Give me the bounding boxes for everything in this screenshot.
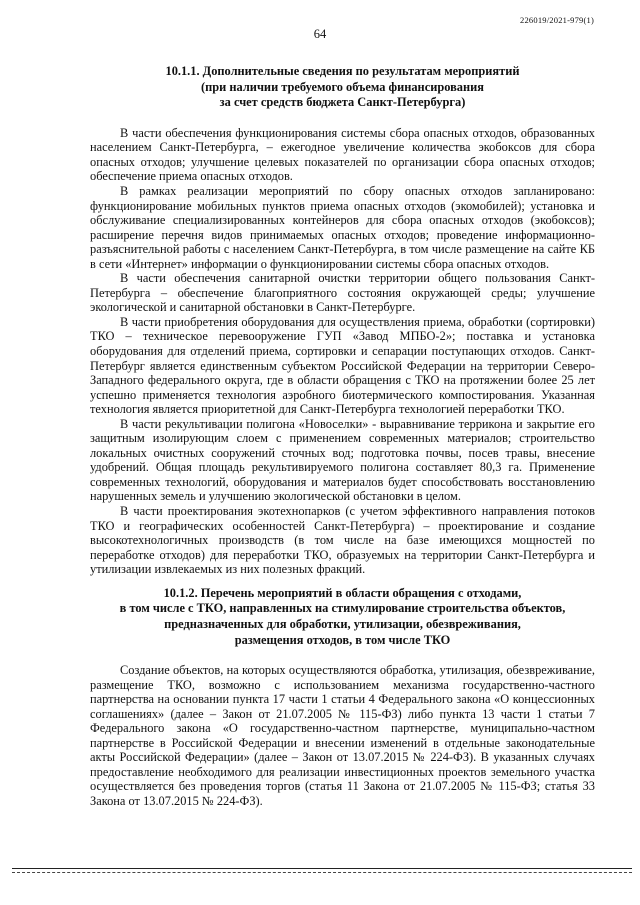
page-number: 64 — [313, 27, 327, 41]
paragraph: В части обеспечения санитарной очистки территории общего пользования Санкт-Петербурга – обеспечение благоприятного состояния окружающей среды; улучшение экологической и санитарной обстановки в Санкт-Петербурге. — [90, 271, 595, 315]
footer-rule — [12, 868, 632, 878]
heading-line: 10.1.2. Перечень мероприятий в области обращения с отходами, — [163, 585, 522, 600]
paragraph: В части проектирования экотехнопарков (с учетом эффективного направления потоков ТКО и географических особенностей Санкт-Петербурга) – проектирование и создание высокотехнологичных производств (в том числе на базе имеющихся мощностей по переработке отходов) для переработки ТКО, образуемых на территории Санкт-Петербурга и утилизации извлекаемых из них полезных фракций. — [90, 504, 595, 577]
heading-line: в том числе с ТКО, направленных на стимулирование строительства объектов, — [119, 601, 566, 616]
document-body — [90, 64, 595, 809]
paragraph: В части рекультивации полигона «Новоселки» - выравнивание терриконa и закрытие его защитным изолирующим слоем с применением современных материалов; строительство локальных очистных сооружений сточных вод; подготовка почвы, посев травы, внесение удобрений. Общая площадь рекультивируемого полигона составляет 80,3 га. Применение современных технологий, оборудования и материалов будет способствовать восстановлению нарушенных земель и улучшению экологической обстановки в целом. — [90, 416, 595, 504]
heading-line: за счет средств бюджета Санкт-Петербурга) — [219, 95, 466, 110]
document-id: 226019/2021-979(1) — [520, 15, 594, 25]
heading-line: размещения отходов, в том числе ТКО — [234, 632, 451, 647]
heading-line: 10.1.1. Дополнительные сведения по результатам мероприятий — [165, 64, 520, 78]
footer-line-dashed — [12, 872, 632, 873]
heading-line: предназначенных для обработки, утилизации, обезвреживания, — [164, 616, 521, 631]
paragraph: Создание объектов, на которых осуществляются обработка, утилизация, обезвреживание, размещение ТКО, возможно с использованием механизма государственно-частного партнерства на основании пункта 17 части 1 статьи 4 Федерального закона «О концессионных соглашениях» (далее – Закон от 21.07.2005 № 115-ФЗ) либо пункта 13 части 1 статьи 7 Федерального закона «О государственно-частном партнерстве, муниципально-частном партнерстве в Российской Федерации и внесении изменений в отдельные законодательные акты Российской Федерации» (далее – Закон от 13.07.2015 № 224-ФЗ). В указанных случаях предоставление необходимого для реализации инвестиционных проектов земельного участка осуществляется без проведения торгов (статья 11 Закона от 21.07.2005 № 115-ФЗ; статья 33 Закона от 13.07.2015 № 224-ФЗ). — [90, 663, 595, 809]
section-heading-10-1-2 — [90, 586, 595, 648]
heading-line: (при наличии требуемого объема финансирования — [201, 79, 484, 94]
footer-line-solid — [12, 868, 632, 869]
section-heading-10-1-1 — [90, 64, 595, 111]
paragraph: В части приобретения оборудования для осуществления приема, обработки (сортировки) ТКО – техническое перевооружение ГУП «Завод МПБО-2»; поставка и установка оборудования для отделений приема, сортировки и сепарации поступающих отходов. Санкт-Петербург является единственным субъектом Российской Федерации на территории Северо-Западного федерального округа, где в области обращения с ТКО на протяжении более 25 лет успешно применяется технология аэробного биотермического компостирования. Указанная технология является приоритетной для Санкт-Петербурга технологией переработки ТКО. — [90, 314, 595, 417]
paragraph: В рамках реализации мероприятий по сбору опасных отходов запланировано: функционирование мобильных пунктов приема опасных отходов (экомобилей); установка и обслуживание специализированных контейнеров для сбора опасных отходов (экобоксов); расширение перечня видов принимаемых опасных отходов; проведение информационно-разъяснительной работы с населением Санкт-Петербурга, в том числе размещение на сайте КБ в сети «Интернет» информации о функционировании системы сбора опасных отходов. — [90, 183, 595, 271]
paragraph: В части обеспечения функционирования системы сбора опасных отходов, образованных населением Санкт-Петербурга, – ежегодное увеличение количества экобоксов для сбора опасных отходов; улучшение целевых показателей по организации сбора опасных отходов; обеспечение приема опасных отходов. — [90, 125, 595, 184]
